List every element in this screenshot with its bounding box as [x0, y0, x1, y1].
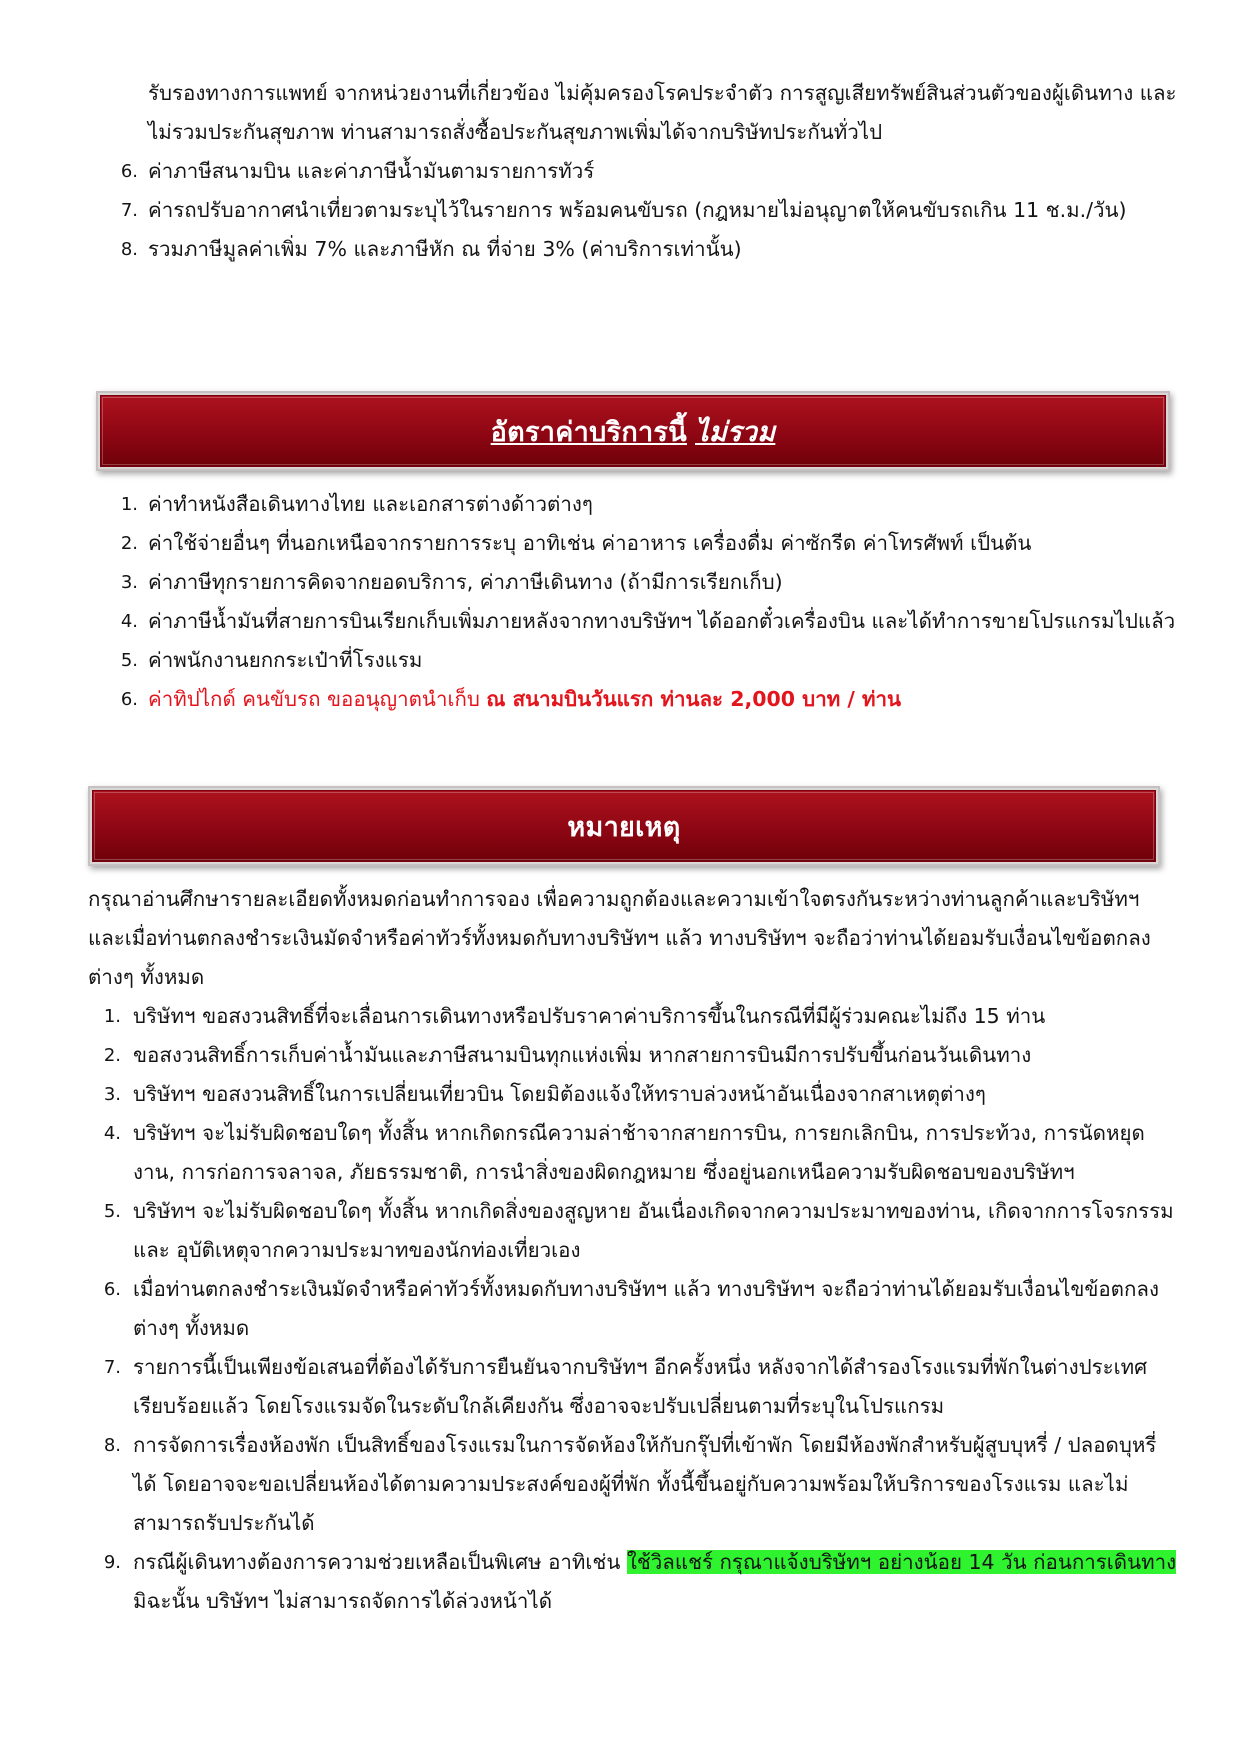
item-number: 4.: [103, 1123, 121, 1144]
tip-text: ค่าทิปไกด์ คนขับรถ ขออนุญาตนำเก็บ: [148, 687, 487, 711]
item-text-end: มิฉะนั้น บริษัทฯ ไม่สามารถจัดการได้ล่วงหน้าได้: [133, 1589, 553, 1613]
item-number: 2.: [120, 533, 138, 554]
list-item: [120, 602, 1188, 641]
item-text: ขอสงวนสิทธิ์การเก็บค่าน้ำมันและภาษีสนามบินทุกแห่งเพิ่ม หากสายการบินมีการปรับขึ้นก่อนวันเดินทาง: [133, 1043, 1032, 1067]
item-text: บริษัทฯ จะไม่รับผิดชอบใดๆ ทั้งสิ้น หากเกิดสิ่งของสูญหาย อันเนื่องเกิดจากความประมาทของท่าน, เกิดจากการโจรกรรม และ อุบัติเหตุจากความประมาทของนักท่องเที่ยวเอง: [133, 1199, 1174, 1262]
heading-part-2: ไม่รวม: [695, 416, 776, 448]
item-number: 4.: [120, 611, 138, 632]
item-text: เมื่อท่านตกลงชำระเงินมัดจำหรือค่าทัวร์ทั้งหมดกับทางบริษัทฯ แล้ว ทางบริษัทฯ จะถือว่าท่านได้ยอมรับเงื่อนไขข้อตกลงต่างๆ ทั้งหมด: [133, 1277, 1159, 1340]
item-text: ค่ารถปรับอากาศนำเที่ยวตามระบุไว้ในรายการ พร้อมคนขับรถ (กฎหมายไม่อนุญาตให้คนขับรถเกิน 11 ช.ม./วัน): [148, 198, 1127, 222]
item-number: 1.: [103, 1006, 121, 1027]
list-item: [120, 524, 1188, 563]
item-number: 8.: [103, 1435, 121, 1456]
item-number: 6.: [120, 689, 138, 710]
list-item: [103, 1114, 1178, 1192]
not-included-heading: [96, 391, 1170, 471]
included-list: [120, 152, 1188, 269]
list-item: [120, 230, 1188, 269]
wheelchair-item: [103, 1543, 1178, 1621]
not-included-banner: [96, 391, 1170, 471]
item-text: ค่าทำหนังสือเดินทางไทย และเอกสารต่างด้าวต่างๆ: [148, 492, 593, 516]
heading-part-1: อัตราค่าบริการนี้: [490, 416, 687, 448]
item-number: 6.: [120, 161, 138, 182]
list-item: [120, 152, 1188, 191]
item-number: 7.: [103, 1357, 121, 1378]
list-item: [120, 485, 1188, 524]
item-text: รายการนี้เป็นเพียงข้อเสนอที่ต้องได้รับการยืนยันจากบริษัทฯ อีกครั้งหนึ่ง หลังจากได้สำรองโรงแรมที่พักในต่างประเทศเรียบร้อยแล้ว โดยโรงแรมจัดในระดับใกล้เคียงกัน ซึ่งอาจจะปรับเปลี่ยนตามที่ระบุในโปรแกรม: [133, 1355, 1148, 1418]
remarks-intro: กรุณาอ่านศึกษารายละเอียดทั้งหมดก่อนทำการจอง เพื่อความถูกต้องและความเข้าใจตรงกันระหว่างท่านลูกค้าและบริษัทฯ และเมื่อท่านตกลงชำระเงินมัดจำหรือค่าทัวร์ทั้งหมดกับทางบริษัทฯ แล้ว ทางบริษัทฯ จะถือว่าท่านได้ยอมรับเงื่อนไขข้อตกลงต่างๆ ทั้งหมด: [88, 887, 1151, 989]
item-text: ค่าภาษีสนามบิน และค่าภาษีน้ำมันตามรายการทัวร์: [148, 159, 595, 183]
item-number: 1.: [120, 494, 138, 515]
list-item: [103, 1036, 1178, 1075]
item-number: 9.: [103, 1552, 121, 1573]
item-text: บริษัทฯ จะไม่รับผิดชอบใดๆ ทั้งสิ้น หากเกิดกรณีความล่าช้าจากสายการบิน, การยกเลิกบิน, การประท้วง, การนัดหยุดงาน, การก่อการจลาจล, ภัยธรรมชาติ, การนำสิ่งของผิดกฎหมาย ซึ่งอยู่นอกเหนือความรับผิดชอบของบริษัทฯ: [133, 1121, 1145, 1184]
list-item: [103, 1192, 1178, 1270]
tip-item: [120, 680, 1188, 719]
item-number: 8.: [120, 239, 138, 260]
item-text: ค่าพนักงานยกกระเป๋าที่โรงแรม: [148, 648, 423, 672]
item-text: ค่าใช้จ่ายอื่นๆ ที่นอกเหนือจากรายการระบุ อาทิเช่น ค่าอาหาร เครื่องดื่ม ค่าซักรีด ค่าโทรศัพท์ เป็นต้น: [148, 531, 1032, 555]
list-item: [103, 1270, 1178, 1348]
list-item: [120, 191, 1188, 230]
item-text: ค่าภาษีทุกรายการคิดจากยอดบริการ, ค่าภาษีเดินทาง (ถ้ามีการเรียกเก็บ): [148, 570, 783, 594]
item-number: 5.: [120, 650, 138, 671]
item-number: 3.: [103, 1084, 121, 1105]
item-number: 2.: [103, 1045, 121, 1066]
list-item: [103, 1348, 1178, 1426]
list-item: [120, 563, 1188, 602]
item-number: 5.: [103, 1201, 121, 1222]
item-text: รวมภาษีมูลค่าเพิ่ม 7% และภาษีหัก ณ ที่จ่าย 3% (ค่าบริการเท่านั้น): [148, 237, 742, 261]
item-number: 7.: [120, 200, 138, 221]
item-text: บริษัทฯ ขอสงวนสิทธิ์ในการเปลี่ยนเที่ยวบิน โดยมิต้องแจ้งให้ทราบล่วงหน้าอันเนื่องจากสาเหตุต่างๆ: [133, 1082, 986, 1106]
insurance-continued-text: รับรองทางการแพทย์ จากหน่วยงานที่เกี่ยวข้อง ไม่คุ้มครองโรคประจำตัว การสูญเสียทรัพย์สินส่วนตัวของผู้เดินทาง และไม่รวมประกันสุขภาพ ท่านสามารถสั่งซื้อประกันสุขภาพเพิ่มได้จากบริษัทประกันทั่วไป: [148, 81, 1177, 144]
remarks-banner: [88, 786, 1160, 866]
list-item: [103, 1426, 1178, 1543]
list-item: [103, 1075, 1178, 1114]
not-included-list: [120, 485, 1188, 719]
list-item: [120, 641, 1188, 680]
item-text: การจัดการเรื่องห้องพัก เป็นสิทธิ์ของโรงแรมในการจัดห้องให้กับกรุ๊ปที่เข้าพัก โดยมีห้องพักสำหรับผู้สูบบุหรี่ / ปลอดบุหรี่ได้ โดยอาจจะขอเปลี่ยนห้องได้ตามความประสงค์ของผู้ที่พัก ทั้งนี้ขึ้นอยู่กับความพร้อมให้บริการของโรงแรม และไม่สามารถรับประกันได้: [133, 1433, 1157, 1535]
item-text: บริษัทฯ ขอสงวนสิทธิ์ที่จะเลื่อนการเดินทางหรือปรับราคาค่าบริการขึ้นในกรณีที่มีผู้ร่วมคณะไม่ถึง 15 ท่าน: [133, 1004, 1046, 1028]
item-text: กรณีผู้เดินทางต้องการความช่วยเหลือเป็นพิเศษ อาทิเช่น: [133, 1550, 627, 1574]
tip-amount-text: ณ สนามบินวันแรก ท่านละ 2,000 บาท / ท่าน: [486, 687, 902, 711]
list-item: [103, 997, 1178, 1036]
item-text: ค่าภาษีน้ำมันที่สายการบินเรียกเก็บเพิ่มภายหลังจากทางบริษัทฯ ได้ออกตั๋วเครื่องบิน และได้ทำการขายโปรแกรมไปแล้ว: [148, 609, 1176, 633]
remarks-heading: หมายเหตุ: [567, 811, 681, 843]
highlighted-text: ใช้วิลแชร์ กรุณาแจ้งบริษัทฯ อย่างน้อย 14 วัน ก่อนการเดินทาง: [626, 1550, 1177, 1574]
remarks-list: [103, 997, 1178, 1621]
item-number: 3.: [120, 572, 138, 593]
item-number: 6.: [103, 1279, 121, 1300]
